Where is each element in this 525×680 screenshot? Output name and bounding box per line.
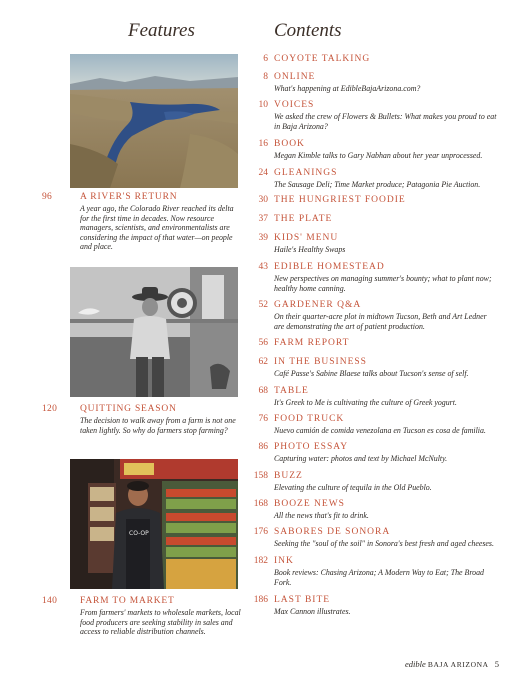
toc-item[interactable]	[238, 214, 498, 225]
toc-item[interactable]	[238, 72, 498, 94]
toc-page-number: 8	[263, 72, 268, 82]
toc-page-number: 168	[253, 499, 268, 509]
features-heading: Features	[128, 20, 195, 41]
toc-page-number: 68	[258, 386, 268, 396]
toc-description: Book reviews: Chasing Arizona; A Modern Way to Eat; The Broad Fork.	[274, 568, 484, 587]
toc-title: COYOTE TALKING	[274, 54, 371, 64]
toc-page-number: 6	[263, 54, 268, 64]
toc-item[interactable]	[238, 471, 498, 493]
toc-item[interactable]	[238, 300, 498, 331]
toc-title: GLEANINGS	[274, 168, 338, 178]
toc-description: The Sausage Deli; Time Market produce; Patagonia Pie Auction.	[274, 180, 481, 189]
toc-description: Café Passe's Sabine Blaese talks about Tucson's sense of self.	[274, 369, 469, 378]
toc-page-number: 24	[258, 168, 268, 178]
toc-item[interactable]	[238, 595, 498, 617]
toc-title: KIDS' MENU	[274, 233, 339, 243]
toc-description: New perspectives on managing summer's bounty; what to plant now; healthy home canning.	[274, 274, 492, 293]
toc-title: TABLE	[274, 386, 309, 396]
toc-page-number: 86	[258, 442, 268, 452]
toc-title: BOOK	[274, 139, 305, 149]
toc-item[interactable]	[238, 499, 498, 521]
toc-title: INK	[274, 556, 294, 566]
farmer-portrait-photo	[70, 267, 238, 397]
market-worker-photo	[70, 459, 238, 589]
toc-item[interactable]	[238, 233, 498, 255]
toc-item[interactable]	[238, 414, 498, 436]
toc-description: It's Greek to Me is cultivating the culture of Greek yogurt.	[274, 398, 457, 407]
toc-title: PHOTO ESSAY	[274, 442, 349, 452]
toc-description: Megan Kimble talks to Gary Nabhan about her year unprocessed.	[274, 151, 483, 160]
toc-page-number: 10	[258, 100, 268, 110]
feature-description: From farmers' markets to wholesale markets, local food producers are seeking stability in sales and access to reliable distribution channels.	[80, 608, 241, 637]
toc-title: IN THE BUSINESS	[274, 357, 367, 367]
toc-page-number: 39	[258, 233, 268, 243]
feature-title: QUITTING SEASON	[80, 404, 177, 414]
toc-page-number: 186	[253, 595, 268, 605]
toc-title: FOOD TRUCK	[274, 414, 345, 424]
toc-item[interactable]	[238, 100, 498, 131]
toc-title: THE PLATE	[274, 214, 333, 224]
toc-description: Haile's Healthy Swaps	[274, 245, 346, 254]
feature-description: A year ago, the Colorado River reached its delta for the first time in decades. Now resource managers, scientists, and environmentalists are considering the impact of that water—on people and place.	[80, 204, 234, 252]
toc-page-number: 37	[258, 214, 268, 224]
feature-title: FARM TO MARKET	[80, 596, 175, 606]
toc-description: Elevating the culture of tequila in the Old Pueblo.	[274, 483, 432, 492]
toc-page-number: 76	[258, 414, 268, 424]
toc-description: What's happening at EdibleBajaArizona.com?	[274, 84, 421, 93]
toc-title: BOOZE NEWS	[274, 499, 345, 509]
toc-page-number: 182	[253, 556, 268, 566]
toc-item[interactable]	[238, 442, 498, 464]
toc-page-number: 62	[258, 357, 268, 367]
toc-page-number: 16	[258, 139, 268, 149]
toc-item[interactable]	[238, 195, 498, 206]
feature-item[interactable]	[42, 192, 242, 252]
toc-description: Seeking the "soul of the soil" in Sonora's best fresh and aged cheeses.	[274, 539, 494, 548]
contents-heading: Contents	[274, 20, 342, 41]
toc-description: On their quarter-acre plot in midtown Tucson, Beth and Art Ledner are demonstrating the art of patient production.	[274, 312, 487, 331]
toc-page-number: 43	[258, 262, 268, 272]
toc-item[interactable]	[238, 527, 498, 549]
toc-title: FARM REPORT	[274, 338, 350, 348]
toc-item[interactable]	[238, 54, 498, 65]
toc-description: All the news that's fit to drink.	[274, 511, 369, 520]
feature-item[interactable]	[42, 596, 242, 637]
toc-page-number: 158	[253, 471, 268, 481]
toc-description: Capturing water: photos and text by Michael McNulty.	[274, 454, 448, 463]
feature-page-number: 140	[42, 596, 58, 606]
toc-page-number: 56	[258, 338, 268, 348]
toc-title: BUZZ	[274, 471, 303, 481]
toc-page-number: 176	[253, 527, 268, 537]
footer-publication: BAJA ARIZONA	[427, 660, 489, 669]
toc-item[interactable]	[238, 386, 498, 408]
toc-description: Nuevo camión de comida venezolana en Tucson es cosa de familia.	[274, 426, 486, 435]
toc-title: SABORES DE SONORA	[274, 527, 391, 537]
toc-item[interactable]	[238, 262, 498, 293]
toc-title: ONLINE	[274, 72, 316, 82]
toc-item[interactable]	[238, 139, 498, 161]
toc-title: THE HUNGRIEST FOODIE	[274, 195, 406, 205]
toc-item[interactable]	[238, 357, 498, 379]
river-delta-photo	[70, 54, 238, 188]
toc-item[interactable]	[238, 168, 498, 190]
co-op-apron-logo: CO-OP	[129, 530, 149, 537]
toc-item[interactable]	[238, 338, 498, 349]
feature-page-number: 96	[42, 192, 53, 202]
feature-description: The decision to walk away from a farm is not one taken lightly. So why do farmers stop farming?	[80, 416, 236, 435]
footer-brand: edible	[404, 659, 426, 669]
toc-title: VOICES	[274, 100, 315, 110]
feature-page-number: 120	[42, 404, 58, 414]
toc-item[interactable]	[238, 556, 498, 587]
footer-page-number: 5	[494, 659, 499, 669]
page-footer	[405, 659, 499, 669]
feature-item[interactable]	[42, 404, 242, 435]
toc-page-number: 52	[258, 300, 268, 310]
feature-title: A RIVER'S RETURN	[80, 192, 178, 202]
toc-title: LAST BITE	[274, 595, 331, 605]
toc-title: EDIBLE HOMESTEAD	[274, 262, 385, 272]
toc-description: We asked the crew of Flowers & Bullets: What makes you proud to eat in Baja Arizona?	[274, 112, 497, 131]
toc-title: GARDENER Q&A	[274, 300, 362, 310]
toc-page-number: 30	[258, 195, 268, 205]
toc-description: Max Cannon illustrates.	[274, 607, 351, 616]
